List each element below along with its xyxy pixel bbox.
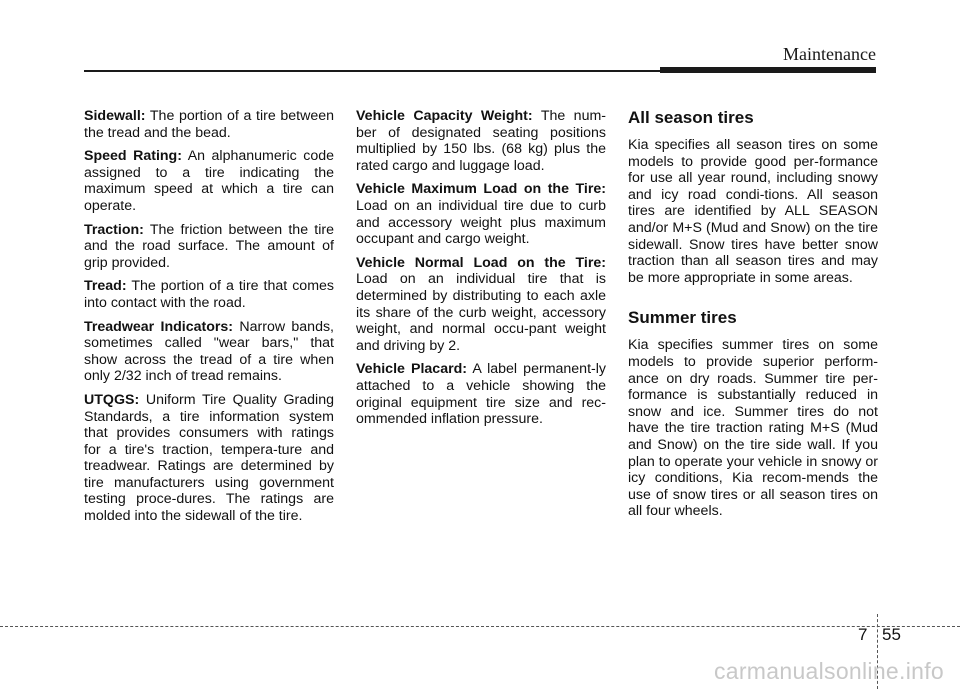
definition-traction <box>84 222 334 272</box>
heading-summer-tires: Summer tires <box>628 308 737 328</box>
paragraph-summer-tires: Kia specifies summer tires on some models to provide superior perform-ance on dry roads. Summer tire per-formance is substantially reduced in snow and ice. Summer tires do not have the tire traction rating M+S (Mud and Snow) on the tire side wall. If you plan to operate your vehicle in snowy or icy conditions, Kia recom-mends the use of snow tires or all season tires on all four wheels. <box>628 337 878 520</box>
header-rule-thin <box>84 70 660 72</box>
definition-treadwear-indicators <box>84 319 334 385</box>
term: UTQGS: <box>84 391 140 408</box>
definition-vehicle-normal-load <box>356 255 606 355</box>
definition-text: The portion of a tire between the tread and the bead. <box>84 108 334 141</box>
term: Traction: <box>84 221 144 238</box>
term: Tread: <box>84 278 127 295</box>
definition-text: The friction between the tire and the road surface. The amount of grip provided. <box>84 221 334 271</box>
heading-all-season-tires: All season tires <box>628 108 754 127</box>
definition-text: Load on an individual tire that is determined by distributing to each axle its share of the curb weight, accessory weight, and normal occu-pant weight and driving by 2. <box>356 271 606 354</box>
paragraph-all-season-tires: Kia specifies all season tires on some models to provide good per-formance for use all year round, including snowy and icy road condi-tions. All season tires are identified by ALL SEASON and/or M+S (Mud and Snow) on the tire sidewall. Snow tires have better snow traction than all season tires and may be more appropriate in some areas. <box>628 137 878 286</box>
definition-speed-rating <box>84 148 334 214</box>
definition-text: Narrow bands, sometimes called "wear bars," that show across the tread of a tire when only 2/32 inch of tread remains. <box>84 318 334 385</box>
term: Vehicle Placard: <box>356 361 467 378</box>
term: Speed Rating: <box>84 148 182 165</box>
term: Vehicle Normal Load on the Tire: <box>356 254 606 271</box>
definition-text: The portion of a tire that comes into contact with the road. <box>84 278 334 311</box>
definition-text: The num-ber of designated seating positions multiplied by 150 lbs. (68 kg) plus the rated cargo and luggage load. <box>356 108 607 174</box>
term: Sidewall: <box>84 108 146 124</box>
definition-tread <box>84 278 334 311</box>
page-chapter-number: 7 <box>858 625 868 644</box>
definition-vehicle-capacity-weight <box>356 108 606 174</box>
definition-sidewall <box>84 108 334 141</box>
section-title: Maintenance <box>783 44 876 64</box>
term: Treadwear Indicators: <box>84 318 234 335</box>
column-glossary-left <box>84 108 334 532</box>
definition-text: Load on an individual tire due to curb and accessory weight plus maximum occupant and cargo weight. <box>356 197 606 248</box>
term: Vehicle Maximum Load on the Tire: <box>356 181 606 198</box>
header-rule-thick <box>660 67 876 73</box>
definition-text: Uniform Tire Quality Grading Standards, a tire information system that provides consumers with ratings for a tire's traction, tempera-ture and treadwear. Ratings are determined by tire manufacturers using government testing proce-dures. The ratings are molded into the sidewall of the tire. <box>84 391 334 525</box>
definition-utqgs <box>84 392 334 525</box>
column-glossary-right <box>356 108 606 435</box>
page-number: 55 <box>882 625 901 644</box>
definition-vehicle-placard <box>356 361 606 427</box>
term: Vehicle Capacity Weight: <box>356 108 533 124</box>
watermark: carmanualsonline.info <box>713 658 944 684</box>
definition-vehicle-maximum-load <box>356 181 606 247</box>
definition-text: A label permanent-ly attached to a vehicle showing the original equipment tire size and rec-ommended inflation pressure. <box>356 361 606 428</box>
column-tire-types <box>628 108 878 520</box>
definition-text: An alphanumeric code assigned to a tire indicating the maximum speed at which a tire can operate. <box>84 148 334 214</box>
footer-dashed-line <box>0 626 960 627</box>
